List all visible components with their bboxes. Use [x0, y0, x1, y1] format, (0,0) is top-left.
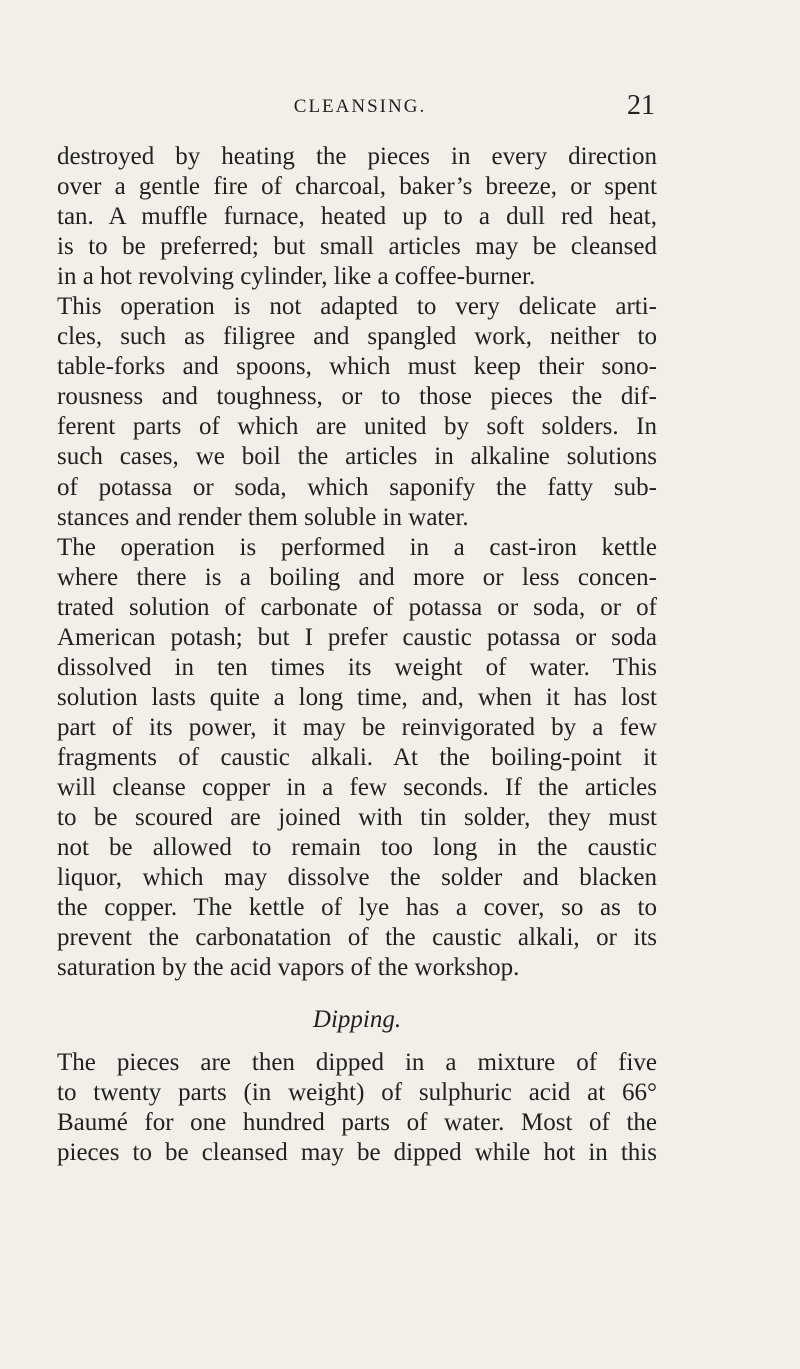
- text-line: saturation by the acid vapors of the workshop.: [57, 954, 520, 982]
- text-line: cles, such as filigree and spangled work, neither to: [57, 323, 657, 351]
- text-line: prevent the carbonatation of the caustic alkali, or its: [57, 924, 657, 952]
- text-line: American potash; but I prefer caustic potassa or soda: [57, 623, 657, 651]
- body-text: [57, 142, 657, 1169]
- text-line: is to be preferred; but small articles may be cleansed: [57, 233, 657, 261]
- text-line: This operation is not adapted to very delicate arti-: [57, 293, 657, 321]
- text-line: liquor, which may dissolve the solder and blacken: [57, 864, 657, 892]
- text-line: The operation is performed in a cast-iron kettle: [57, 533, 657, 561]
- text-line: Baumé for one hundred parts of water. Most of the: [57, 1109, 657, 1137]
- text-line: to be scoured are joined with tin solder, they must: [57, 804, 657, 832]
- text-line: trated solution of carbonate of potassa or soda, or of: [57, 593, 657, 621]
- running-head: [0, 90, 800, 126]
- text-line: tan. A muffle furnace, heated up to a dull red heat,: [57, 203, 657, 231]
- text-line: pieces to be cleansed may be dipped while hot in this: [57, 1139, 657, 1167]
- text-line: over a gentle fire of charcoal, baker’s breeze, or spent: [57, 173, 657, 201]
- text-line: rousness and toughness, or to those pieces the dif-: [57, 383, 657, 411]
- text-line: destroyed by heating the pieces in every direction: [57, 143, 657, 170]
- text-line: solution lasts quite a long time, and, when it has lost: [57, 683, 657, 711]
- text-line: such cases, we boil the articles in alkaline solutions: [57, 443, 657, 471]
- page-number: 21: [627, 90, 655, 121]
- text-line: stances and render them soluble in water.: [57, 503, 469, 531]
- paragraph-dipping: [57, 1048, 657, 1168]
- text-line: where there is a boiling and more or less concen-: [57, 563, 657, 591]
- text-line: The pieces are then dipped in a mixture of five: [57, 1049, 657, 1077]
- text-line: to twenty parts (in weight) of sulphuric acid at 66°: [57, 1079, 657, 1107]
- text-line: the copper. The kettle of lye has a cover, so as to: [57, 894, 657, 922]
- text-line: fragments of caustic alkali. At the boiling-point it: [57, 743, 657, 771]
- text-line: table-forks and spoons, which must keep their sono-: [57, 353, 657, 381]
- text-line: will cleanse copper in a few seconds. If the articles: [57, 773, 657, 801]
- paragraph-kettle: [57, 533, 657, 984]
- text-line: ferent parts of which are united by soft solders. In: [57, 413, 657, 441]
- text-line: dissolved in ten times its weight of water. This: [57, 653, 657, 681]
- text-line: in a hot revolving cylinder, like a coffee-burner.: [57, 263, 536, 291]
- text-line: of potassa or soda, which saponify the fatty sub-: [57, 473, 657, 501]
- section-heading: Dipping.: [312, 1006, 402, 1034]
- text-line: part of its power, it may be reinvigorated by a few: [57, 713, 657, 741]
- running-title: CLEANSING.: [293, 96, 427, 117]
- text-line: not be allowed to remain too long in the caustic: [57, 834, 657, 862]
- paragraph-continued: [57, 142, 657, 533]
